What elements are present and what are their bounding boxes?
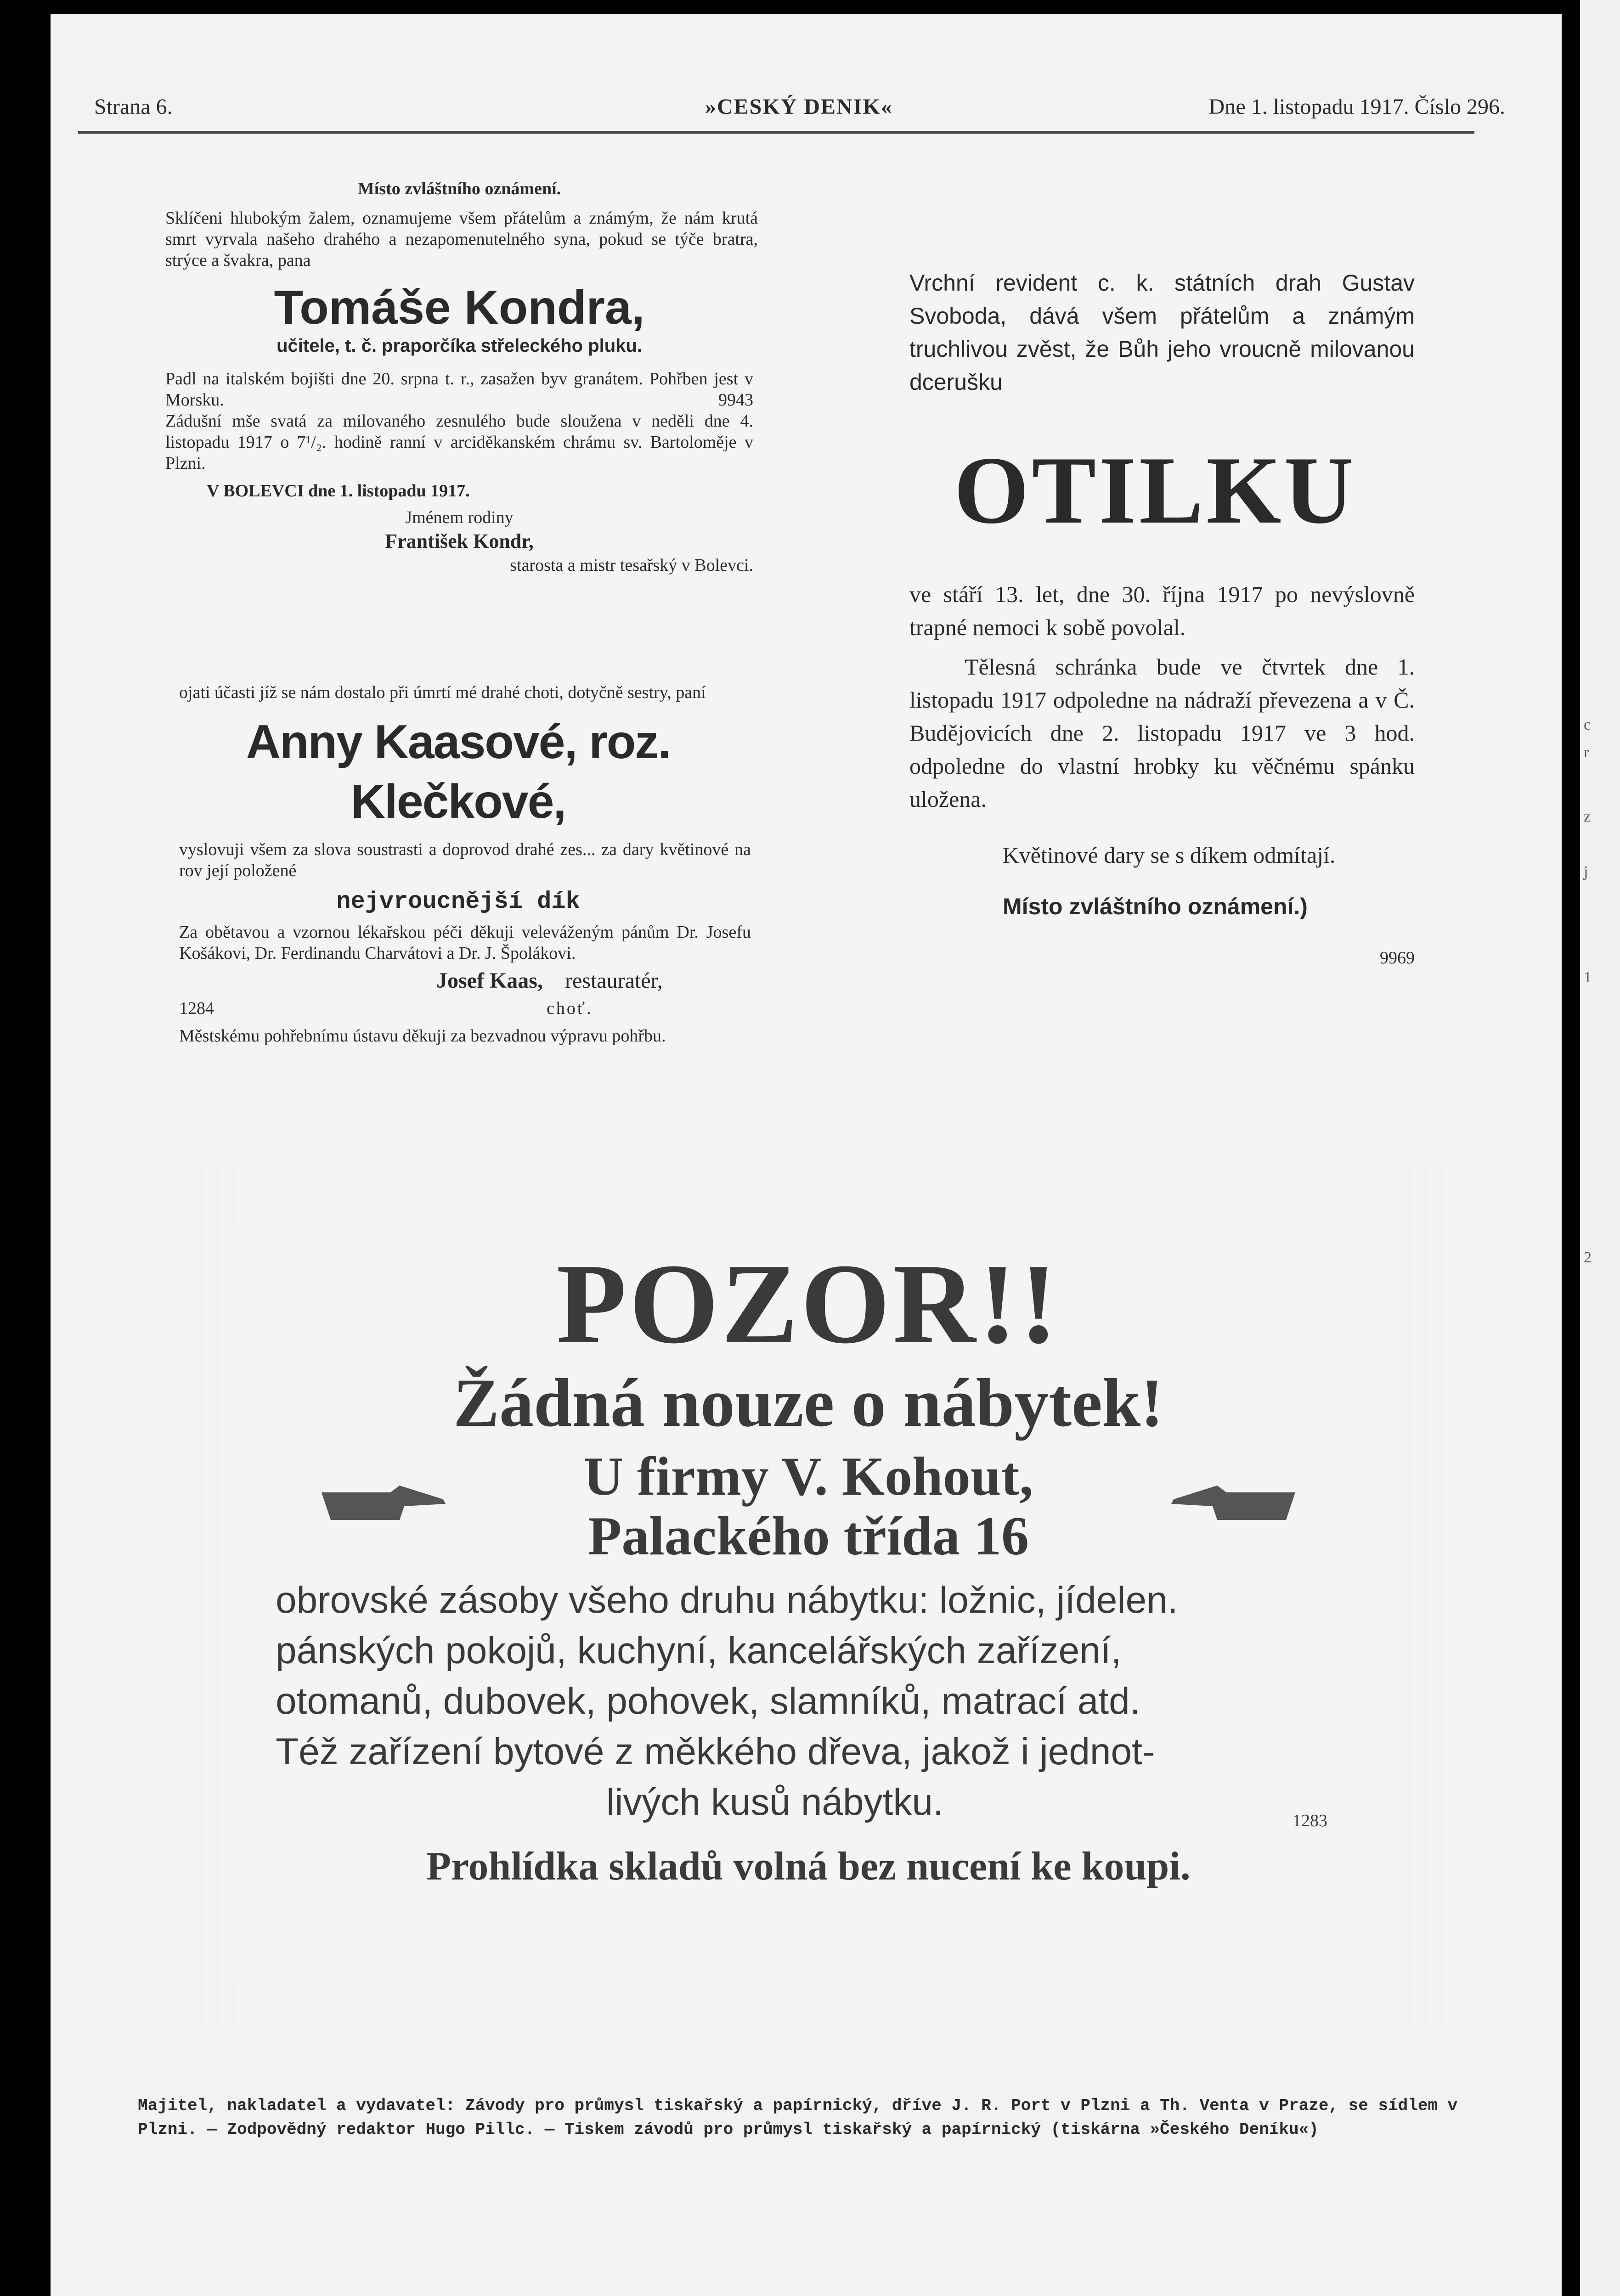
firm-name: U firmy V. Kohout,: [583, 1446, 1033, 1507]
notice-text-2: Zádušní mše svatá za milovaného zesnulého bude sloužena v neděli dne 4. listopadu 1917 o 7¹/₂. hodině ranní v arciděkanském chrámu sv. Bartoloměje v Plzni.: [165, 411, 753, 473]
pointing-hand-left-icon: [1167, 1483, 1295, 1525]
decorative-columns-right: [1401, 1166, 1470, 2030]
notice-text-2: Za obětavou a vzornou lékařskou péči děkuji veleváženým pánům Dr. Josefu Košákovi, Dr. Ferdinandu Charvátovi a Dr. J. Špolákovi.: [179, 923, 751, 963]
notice-text-1: vyslovuji všem za slova soustrasti a doprovod drahé zes... za dary květinové na rov její položené: [179, 840, 751, 880]
adjacent-page-edge: [1580, 0, 1620, 2296]
furniture-ad: [230, 1226, 1387, 1979]
notice-intro: Sklíčeni hlubokým žalem, oznamujeme všem přátelům a známým, že nám krutá smrt vyrvala našeho drahého a nezapomenutelného syna, pokud se týče bratra, strýce a švakra, pana: [165, 208, 758, 270]
ad-body: [276, 1575, 1387, 1828]
notice-text-1: ve stáří 13. let, dne 30. října 1917 po nevýslovně trapné nemoci k sobě povolal.: [909, 581, 1415, 640]
ad-body-line: obrovské zásoby všeho druhu nábytku: ložnic, jídelen.: [276, 1579, 1178, 1621]
imprint: [138, 2094, 1479, 2142]
page-number: Strana 6.: [94, 95, 173, 119]
on-behalf: Jménem rodiny: [405, 508, 514, 527]
ad-body-line-last: [276, 1777, 1387, 1828]
edge-fragment: j: [1584, 863, 1588, 880]
notice-intro: ojati účasti jíž se nám dostalo při úmrtí mé drahé choti, dotyčně sestry, paní: [179, 683, 706, 702]
notice-heading: Místo zvláštního oznámení.: [357, 179, 561, 198]
signer-name: Josef Kaas,: [436, 968, 543, 993]
imprint-line: Majitel, nakladatel a vydavatel: Závody pro průmysl tiskařský a papírnický, dříve J. R. Port v Plzni a Th. Venta v Praze, se sídlem v: [138, 2096, 1458, 2115]
ad-body-line: otomanů, dubovek, pohovek, slamníků, matrací atd.: [276, 1680, 1140, 1722]
signer-relation: choť.: [547, 999, 593, 1018]
deceased-name: Tomáše Kondra,: [274, 281, 645, 334]
ad-subheadline: Žádná nouze o nábytek!: [453, 1365, 1164, 1441]
notice-text-3: Městskému pohřebnímu ústavu děkuji za bezvadnou výpravu pohřbu.: [179, 1026, 666, 1046]
thanks-phrase: nejvroucnější dík: [336, 888, 580, 915]
ad-body-line: Též zařízení bytové z měkkého dřeva, jakož i jednot-: [276, 1731, 1155, 1773]
page-header: [94, 94, 1505, 122]
imprint-line: Plzni. — Zodpovědný redaktor Hugo Pillc. — Tiskem závodů pro průmysl tiskařský a papírnický (tiskárna »Českého Deníku«): [138, 2120, 1319, 2139]
signer-role: restauratér,: [565, 968, 663, 993]
signer-title: starosta a mistr tesařský v Bolevci.: [510, 556, 753, 575]
notice-intro: Vrchní revident c. k. státních drah Gustav Svoboda, dává všem přátelům a známým truchlivou zvěst, že Bůh jeho vroucně milovanou dcerušku: [909, 270, 1415, 395]
signer-name: František Kondr,: [385, 530, 534, 552]
edge-fragment: z: [1584, 808, 1591, 825]
ad-closing: Prohlídka skladů volná bez nucení ke koupi.: [426, 1844, 1191, 1889]
notice-text-3: Květinové dary se s díkem odmítají.: [1002, 842, 1336, 868]
notice-kondr: [138, 170, 781, 597]
ad-number: 1283: [1293, 1811, 1327, 1830]
firm-address: Palackého třída 16: [588, 1505, 1029, 1566]
edge-fragment: r: [1584, 744, 1589, 761]
ad-body-line: livých kusů nábytku.: [606, 1781, 943, 1823]
ad-headline: POZOR!!: [556, 1240, 1061, 1367]
signature-block: [152, 970, 765, 1021]
notice-svoboda: [877, 202, 1433, 1052]
edge-fragment: c: [1584, 716, 1591, 733]
pointing-hand-right-icon: [322, 1483, 450, 1525]
notice-text-4: Místo zvláštního oznámení.): [1003, 894, 1308, 919]
edge-fragment: 1: [1584, 969, 1592, 986]
deceased-title: učitele, t. č. praporčíka střeleckého pluku.: [277, 336, 642, 356]
edge-fragment: 2: [1584, 1249, 1592, 1266]
header-rule: [78, 131, 1474, 134]
ad-body-line: pánských pokojů, kuchyní, kancelářských zařízení,: [276, 1630, 1122, 1671]
ad-number: 1284: [179, 999, 214, 1018]
firm-block: [230, 1446, 1387, 1566]
notice-text-1: Padl na italském bojišti dne 20. srpna t. r., zasažen byv granátem. Pohřben jest v Morsku.: [165, 369, 753, 410]
ad-number: 9969: [1380, 948, 1415, 968]
deceased-name: Anny Kaasové, roz. Klečkové,: [246, 715, 671, 828]
newspaper-title: »CESKÝ DENIK«: [705, 95, 893, 119]
notice-place-date: V BOLEVCI dne 1. listopadu 1917.: [207, 481, 470, 501]
notice-kaas: [152, 664, 765, 1075]
notice-text-2: Tělesná schránka bude ve čtvrtek dne 1. listopadu 1917 odpoledne na nádraží převezena a v Č. Budějovicích dne 2. listopadu 1917 ve 3 hod. odpoledne do vlastní hrobky ku věčnému spánku uložena.: [909, 654, 1415, 812]
issue-date: Dne 1. listopadu 1917. Číslo 296.: [1208, 95, 1505, 119]
ad-number: 9943: [718, 390, 753, 410]
decorative-stripes-top: [404, 1148, 1259, 1221]
deceased-name: OTILKU: [954, 437, 1357, 544]
